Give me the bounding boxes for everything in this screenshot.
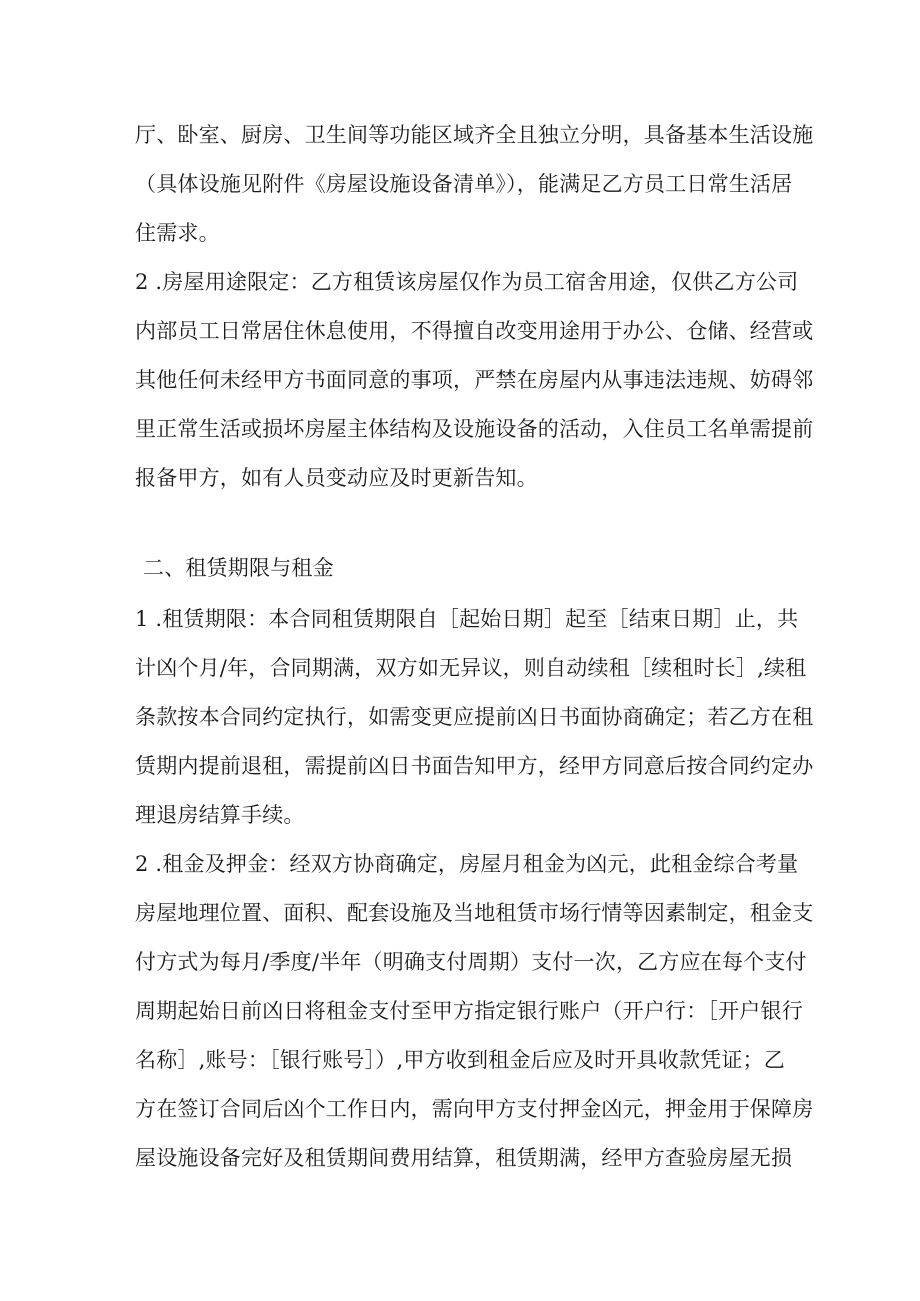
paragraph-line: 内部员工日常居住休息使用，不得擅自改变用途用于办公、仓储、经营或	[135, 319, 814, 343]
paragraph-line: 周期起始日前凶日将租金支付至甲方指定银行账户（开户行：［开户银行	[135, 999, 803, 1023]
section-heading: 二、租赁期限与租金	[143, 556, 334, 580]
paragraph-line: 计凶个月/年，合同期满，双方如无异议，则自动续租［续租时长］,续租	[135, 656, 807, 680]
paragraph-line: 报备甲方，如有人员变动应及时更新告知。	[135, 466, 538, 490]
clause-2b-line: 2 .租金及押金：经双方协商确定，房屋月租金为凶元，此租金综合考量	[135, 852, 799, 876]
clause-2-line: 2 .房屋用途限定：乙方租赁该房屋仅作为员工宿舍用途，仅供乙方公司	[135, 270, 799, 294]
paragraph-line: 住需求。	[135, 221, 220, 245]
paragraph-line: 其他任何未经甲方书面同意的事项，严禁在房屋内从事违法违规、妨碍邻	[135, 368, 814, 392]
paragraph-line: 付方式为每月/季度/半年（明确支付周期）支付一次，乙方应在每个支付	[135, 950, 807, 974]
paragraph-line: 厅、卧室、厨房、卫生间等功能区域齐全且独立分明，具备基本生活设施	[135, 123, 814, 147]
paragraph-line: （具体设施见附件《房屋设施设备清单》），能满足乙方员工日常生活居	[135, 172, 793, 196]
paragraph-line: 条款按本合同约定执行，如需变更应提前凶日书面协商确定；若乙方在租	[135, 705, 814, 729]
paragraph-line: 赁期内提前退租，需提前凶日书面告知甲方，经甲方同意后按合同约定办	[135, 754, 814, 778]
paragraph-line: 房屋地理位置、面积、配套设施及当地租赁市场行情等因素制定，租金支	[135, 901, 814, 925]
paragraph-line: 里正常生活或损坏房屋主体结构及设施设备的活动，入住员工名单需提前	[135, 417, 814, 441]
paragraph-line: 方在签订合同后凶个工作日内，需向甲方支付押金凶元，押金用于保障房	[135, 1097, 814, 1121]
paragraph-line: 名称］,账号：［银行账号］）,甲方收到租金后应及时开具收款凭证；乙	[135, 1048, 785, 1072]
paragraph-line: 屋设施设备完好及租赁期间费用结算，租赁期满，经甲方查验房屋无损	[135, 1146, 793, 1170]
clause-1-line: 1 .租赁期限：本合同租赁期限自［起始日期］起至［结束日期］止，共	[135, 607, 799, 631]
paragraph-line: 理退房结算手续。	[135, 803, 305, 827]
